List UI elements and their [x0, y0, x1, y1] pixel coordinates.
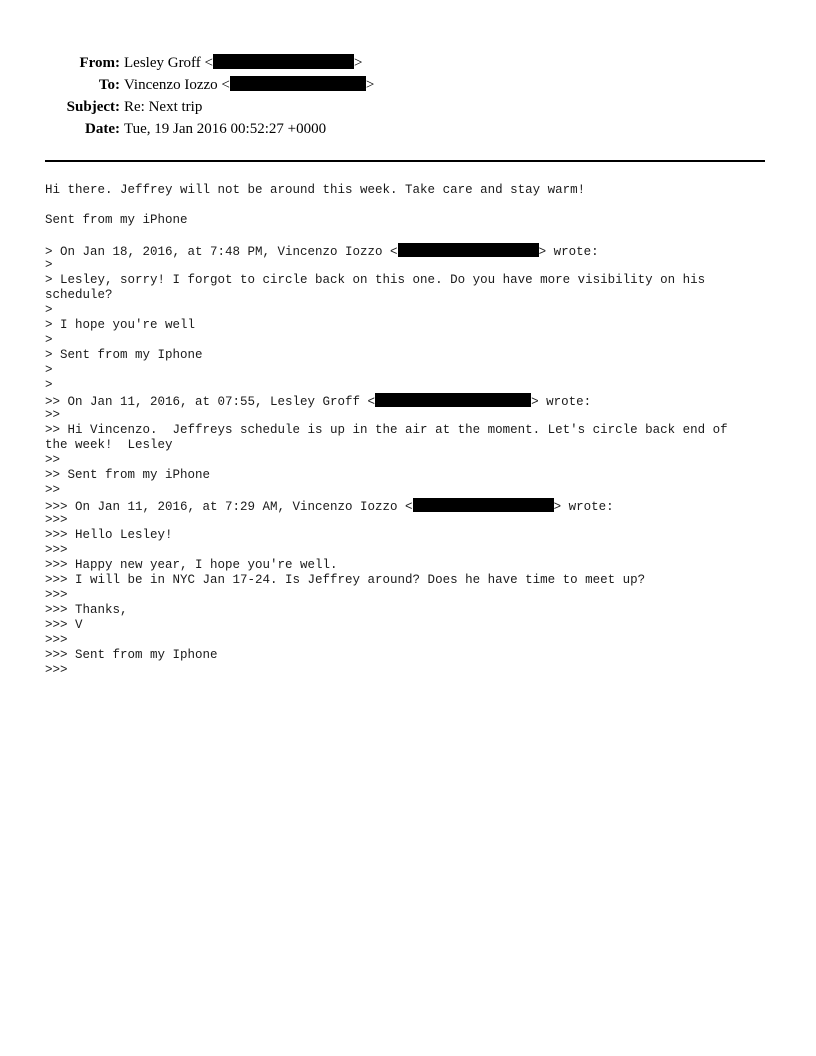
- subject-value: Re: Next trip: [124, 99, 203, 115]
- quote-header-line: [45, 498, 770, 513]
- body-line: >>: [45, 453, 61, 467]
- body-line: >>: [45, 483, 61, 497]
- body-line: >>> V: [45, 618, 83, 632]
- body-line: >>> I will be in NYC Jan 17-24. Is Jeffrey around? Does he have time to meet up?: [45, 573, 646, 587]
- quote-header-text: >>> On Jan 11, 2016, at 7:29 AM, Vincenzo Iozzo <: [45, 500, 413, 514]
- quote-header-wrote: > wrote:: [531, 395, 592, 409]
- body-line: >>>: [45, 513, 68, 527]
- body-line: schedule?: [45, 288, 113, 302]
- quote-header-line: [45, 393, 770, 408]
- subject-label: Subject:: [66, 99, 120, 115]
- body-line: >>> Thanks,: [45, 603, 128, 617]
- body-line: >> Sent from my iPhone: [45, 468, 211, 482]
- body-line: >: [45, 333, 53, 347]
- date-label: Date:: [85, 121, 120, 137]
- quote-header-wrote: > wrote:: [553, 500, 614, 514]
- header-divider: [45, 160, 765, 162]
- from-label: From:: [79, 55, 120, 71]
- body-line: >>>: [45, 588, 68, 602]
- body-line: >>>: [45, 633, 68, 647]
- body-line: >: [45, 378, 53, 392]
- body-line: >>>: [45, 663, 68, 677]
- body-line: >>: [45, 408, 61, 422]
- body-line: >>> Sent from my Iphone: [45, 648, 218, 662]
- body-line: > I hope you're well: [45, 318, 196, 332]
- from-value: [124, 52, 362, 74]
- body-line: > Lesley, sorry! I forgot to circle back on this one. Do you have more visibility on his: [45, 273, 706, 287]
- to-row: [0, 74, 816, 96]
- redaction-bar: [375, 393, 531, 407]
- from-name: Lesley Groff <: [124, 55, 213, 71]
- quote-header-text: >> On Jan 11, 2016, at 07:55, Lesley Groff <: [45, 395, 376, 409]
- to-name: Vincenzo Iozzo <: [124, 77, 230, 93]
- body-line: >>> Happy new year, I hope you're well.: [45, 558, 338, 572]
- from-row: [0, 52, 816, 74]
- quote-header-text: > On Jan 18, 2016, at 7:48 PM, Vincenzo Iozzo <: [45, 245, 398, 259]
- redaction-bar: [213, 54, 354, 69]
- quote-header-line: [45, 243, 770, 258]
- to-value: [124, 74, 374, 96]
- quote-header-wrote: > wrote:: [538, 245, 599, 259]
- redaction-bar: [413, 498, 554, 512]
- body-line: >: [45, 258, 53, 272]
- date-value: Tue, 19 Jan 2016 00:52:27 +0000: [124, 121, 327, 137]
- email-body: [45, 183, 770, 678]
- body-line: the week! Lesley: [45, 438, 173, 452]
- body-line: >: [45, 303, 53, 317]
- body-line: >>>: [45, 543, 68, 557]
- to-label: To:: [98, 77, 120, 93]
- body-line: > Sent from my Iphone: [45, 348, 203, 362]
- redaction-bar: [398, 243, 539, 257]
- body-line: >> Hi Vincenzo. Jeffreys schedule is up in the air at the moment. Let's circle back end of: [45, 423, 728, 437]
- body-line: Hi there. Jeffrey will not be around this week. Take care and stay warm!: [45, 183, 586, 197]
- body-line: Sent from my iPhone: [45, 213, 188, 227]
- body-line: >: [45, 363, 53, 377]
- from-close: >: [354, 55, 363, 71]
- to-close: >: [365, 77, 375, 93]
- subject-row: [0, 96, 816, 118]
- date-row: [0, 118, 816, 140]
- email-header: [0, 52, 816, 140]
- body-line: >>> Hello Lesley!: [45, 528, 173, 542]
- redaction-bar: [230, 76, 366, 91]
